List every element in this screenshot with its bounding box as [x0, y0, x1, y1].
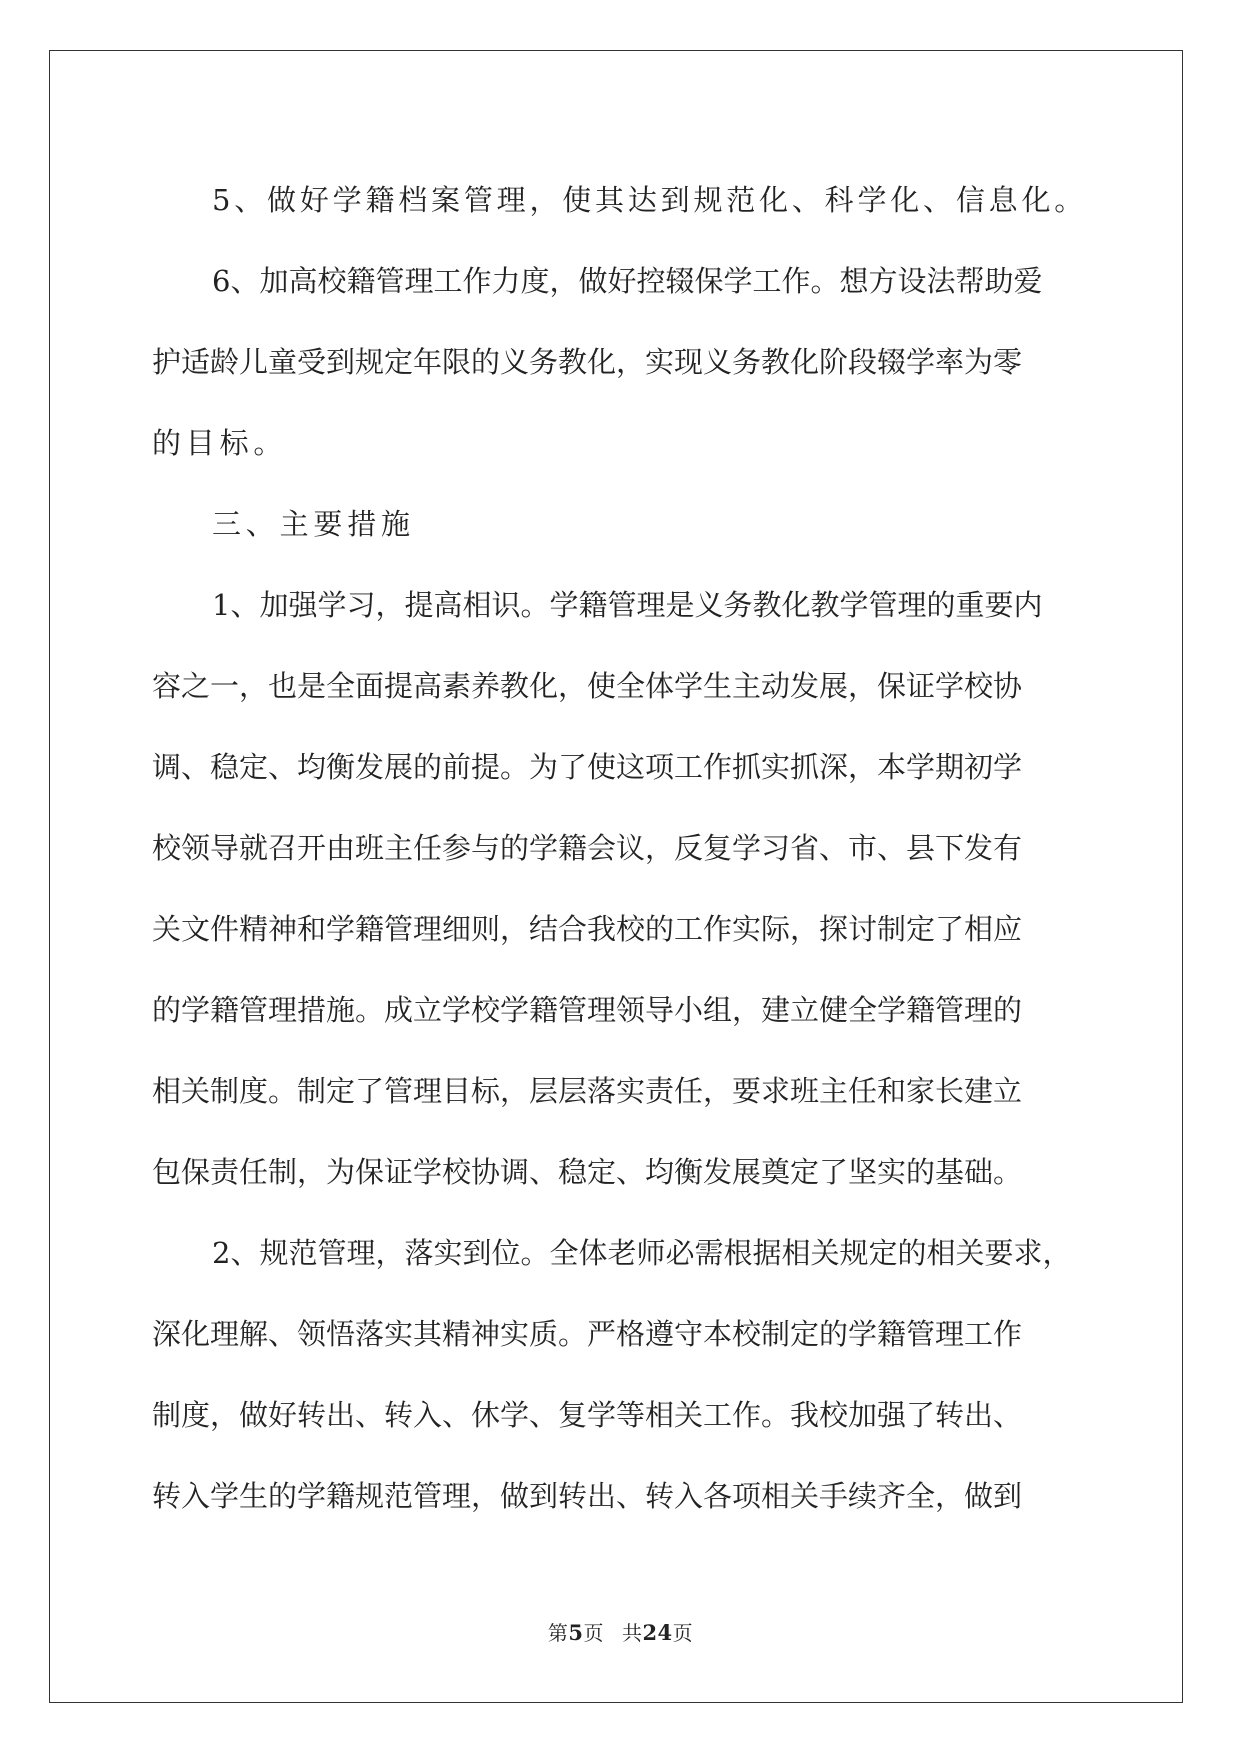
text-line: 2、规范管理，落实到位。全体老师必需根据相关规定的相关要求，: [212, 1236, 1072, 1270]
text-line: 相关制度。制定了管理目标，层层落实责任，要求班主任和家长建立: [152, 1074, 1023, 1108]
text-line: 6、加高校籍管理工作力度，做好控辍保学工作。想方设法帮助爱: [212, 264, 1043, 298]
text-line: 5、做好学籍档案管理，使其达到规范化、科学化、信息化。: [212, 183, 1088, 217]
text-line: 1、加强学习，提高相识。学籍管理是义务教化教学管理的重要内: [212, 588, 1043, 622]
total-prefix: 共: [621, 1621, 643, 1645]
text-line: 的目标。: [152, 426, 288, 460]
page-suffix: 页: [583, 1621, 604, 1645]
current-page-number: 5: [568, 1620, 584, 1645]
total-page-count: 24: [642, 1620, 673, 1645]
page-prefix: 第: [547, 1621, 569, 1645]
text-line: 制度，做好转出、转入、休学、复学等相关工作。我校加强了转出、: [152, 1398, 1023, 1432]
section-heading: 三、主要措施: [212, 507, 415, 541]
document-body: [152, 160, 1087, 1537]
text-line: 关文件精神和学籍管理细则，结合我校的工作实际，探讨制定了相应: [152, 912, 1023, 946]
text-line: 深化理解、领悟落实其精神实质。严格遵守本校制定的学籍管理工作: [152, 1317, 1023, 1351]
total-suffix: 页: [672, 1621, 694, 1645]
text-line: 的学籍管理措施。成立学校学籍管理领导小组，建立健全学籍管理的: [152, 993, 1023, 1027]
text-line: 转入学生的学籍规范管理，做到转出、转入各项相关手续齐全，做到: [152, 1479, 1023, 1513]
page-footer: [0, 1617, 1241, 1646]
text-line: 护适龄儿童受到规定年限的义务教化，实现义务教化阶段辍学率为零: [152, 345, 1023, 379]
text-line: 包保责任制，为保证学校协调、稳定、均衡发展奠定了坚实的基础。: [152, 1155, 1023, 1189]
text-line: 校领导就召开由班主任参与的学籍会议，反复学习省、市、县下发有: [152, 831, 1023, 865]
text-line: 调、稳定、均衡发展的前提。为了使这项工作抓实抓深，本学期初学: [152, 750, 1023, 784]
text-line: 容之一，也是全面提高素养教化，使全体学生主动发展，保证学校协: [152, 669, 1023, 703]
